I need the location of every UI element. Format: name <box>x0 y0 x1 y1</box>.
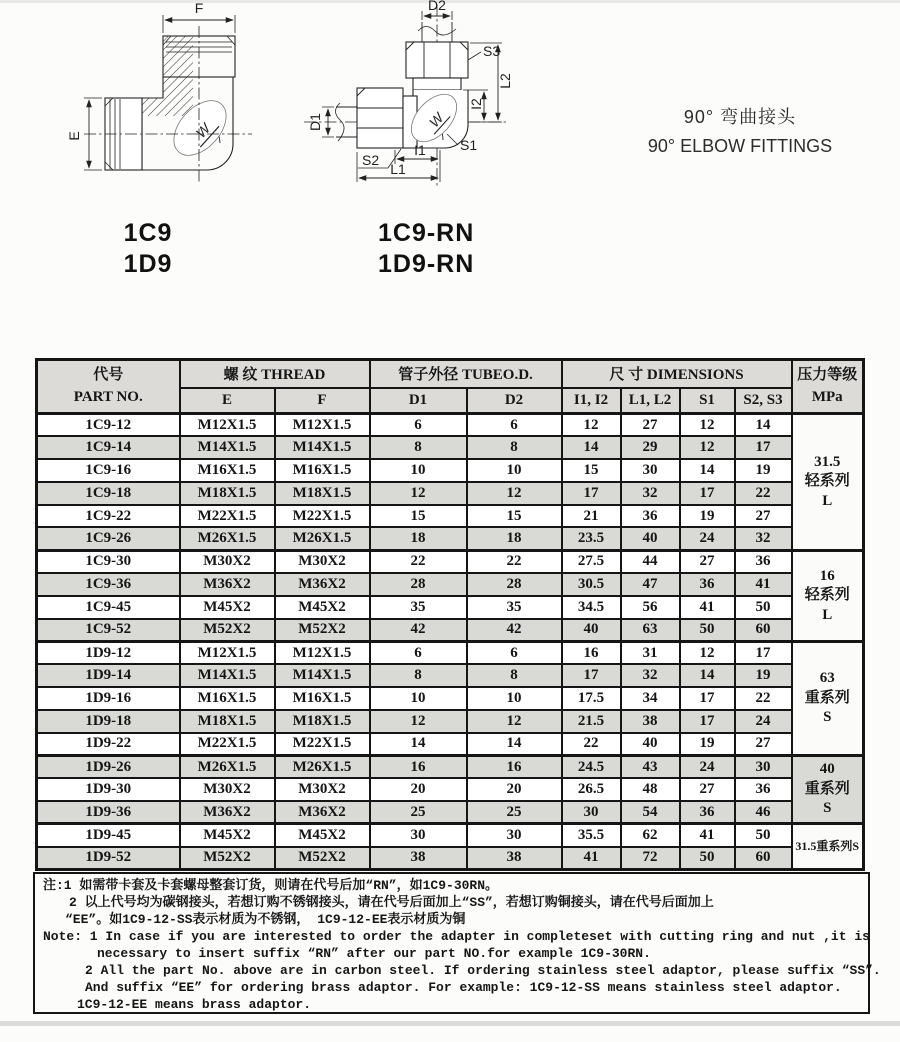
cell-dim-i1-i2: 15 <box>562 459 621 482</box>
cell-thread-f: M18X1.5 <box>275 710 370 733</box>
cell-dim-s1: 24 <box>680 527 735 550</box>
dim-label-l1: L1 <box>390 161 406 177</box>
header-pressure-en: MPa <box>811 388 843 405</box>
cell-dim-i1-i2: 41 <box>562 847 621 870</box>
table-row <box>37 505 864 528</box>
cell-tube-d2: 18 <box>467 527 562 550</box>
cell-dim-s1: 50 <box>680 619 735 642</box>
cell-thread-e: M45X2 <box>180 824 275 847</box>
table-row <box>37 664 864 687</box>
cell-part-no: 1C9-36 <box>37 573 180 596</box>
cell-part-no: 1D9-52 <box>37 847 180 870</box>
cell-dim-l1-l2: 30 <box>621 459 680 482</box>
cell-dim-i1-i2: 21.5 <box>562 710 621 733</box>
header-f: F <box>275 388 370 414</box>
cell-dim-l1-l2: 34 <box>621 687 680 710</box>
note-line: 注:1 如需带卡套及卡套螺母整套订货，则请在代号后加“RN”，如1C9-30RN。 <box>43 878 499 893</box>
cell-dim-l1-l2: 54 <box>621 801 680 824</box>
cell-tube-d1: 28 <box>370 573 467 596</box>
cell-tube-d1: 10 <box>370 687 467 710</box>
pressure-rating-line: S <box>823 800 832 817</box>
cell-tube-d2: 10 <box>467 459 562 482</box>
cell-dim-s2-s3: 22 <box>735 482 792 505</box>
page-bottom-edge <box>0 1021 900 1026</box>
table-row <box>37 733 864 756</box>
cell-dim-l1-l2: 29 <box>621 436 680 459</box>
cell-tube-d1: 22 <box>370 550 467 573</box>
cell-dim-i1-i2: 17.5 <box>562 687 621 710</box>
cell-tube-d2: 30 <box>467 824 562 847</box>
cell-thread-f: M30X2 <box>275 778 370 801</box>
cell-part-no: 1C9-22 <box>37 505 180 528</box>
table-row <box>37 436 864 459</box>
cell-dim-l1-l2: 38 <box>621 710 680 733</box>
pressure-rating-line: 31.5重系列S <box>795 838 860 853</box>
cell-dim-i1-i2: 27.5 <box>562 550 621 573</box>
model-label-1d9: 1D9 <box>123 250 173 278</box>
cell-part-no: 1C9-45 <box>37 596 180 619</box>
cell-dim-s1: 19 <box>680 733 735 756</box>
cell-part-no: 1C9-16 <box>37 459 180 482</box>
table-row <box>37 641 864 664</box>
cell-tube-d2: 8 <box>467 664 562 687</box>
cell-thread-e: M30X2 <box>180 550 275 573</box>
table-row <box>37 687 864 710</box>
cell-thread-f: M52X2 <box>275 847 370 870</box>
pressure-rating-line: S <box>823 709 832 726</box>
header-thread: 螺 纹 THREAD <box>180 360 370 388</box>
cell-dim-i1-i2: 34.5 <box>562 596 621 619</box>
cell-dim-s1: 12 <box>680 641 735 664</box>
table-row <box>37 596 864 619</box>
cell-thread-f: M16X1.5 <box>275 687 370 710</box>
cell-tube-d2: 14 <box>467 733 562 756</box>
cell-dim-l1-l2: 36 <box>621 505 680 528</box>
cell-dim-i1-i2: 30 <box>562 801 621 824</box>
pressure-rating-line: 重系列 <box>804 780 850 797</box>
cell-tube-d1: 10 <box>370 459 467 482</box>
elbow-assembly-drawing <box>300 0 585 205</box>
cell-tube-d2: 25 <box>467 801 562 824</box>
header-d1: D1 <box>370 388 467 414</box>
header-pressure <box>792 360 864 414</box>
cell-tube-d2: 38 <box>467 847 562 870</box>
table-row <box>37 459 864 482</box>
table-row <box>37 414 864 437</box>
cell-part-no: 1D9-45 <box>37 824 180 847</box>
cell-dim-s1: 12 <box>680 436 735 459</box>
notes-box <box>33 872 881 1014</box>
cell-dim-s2-s3: 32 <box>735 527 792 550</box>
cell-dim-s2-s3: 19 <box>735 664 792 687</box>
cell-thread-e: M52X2 <box>180 619 275 642</box>
pressure-rating-line: 31.5 <box>814 453 841 470</box>
header-tube-od: 管子外径 TUBEO.D. <box>370 360 562 388</box>
cell-tube-d2: 42 <box>467 619 562 642</box>
cell-part-no: 1D9-14 <box>37 664 180 687</box>
cell-dim-l1-l2: 40 <box>621 733 680 756</box>
cell-tube-d2: 12 <box>467 710 562 733</box>
cell-dim-i1-i2: 21 <box>562 505 621 528</box>
pressure-rating-cell <box>792 414 864 551</box>
cell-thread-e: M14X1.5 <box>180 664 275 687</box>
pressure-rating-line: 40 <box>819 761 835 778</box>
cell-tube-d2: 10 <box>467 687 562 710</box>
cell-thread-f: M45X2 <box>275 596 370 619</box>
cell-dim-l1-l2: 31 <box>621 641 680 664</box>
dim-label-s1: S1 <box>460 137 478 153</box>
cell-dim-i1-i2: 17 <box>562 482 621 505</box>
cell-dim-i1-i2: 12 <box>562 414 621 437</box>
pressure-rating-line: 轻系列 <box>804 473 850 490</box>
cell-dim-s2-s3: 27 <box>735 505 792 528</box>
cell-tube-d2: 22 <box>467 550 562 573</box>
cell-dim-s2-s3: 60 <box>735 619 792 642</box>
cell-thread-f: M22X1.5 <box>275 505 370 528</box>
cell-dim-s2-s3: 36 <box>735 778 792 801</box>
cell-dim-s1: 41 <box>680 596 735 619</box>
note-line: necessary to insert suffix “RN” after our part NO.for example 1C9-30RN. <box>97 946 651 961</box>
cell-tube-d1: 6 <box>370 641 467 664</box>
note-line: 2 All the part No. above are in carbon steel. If ordering stainless steel adaptor, please suffix “SS”. <box>85 963 881 978</box>
cell-thread-f: M22X1.5 <box>275 733 370 756</box>
cell-tube-d1: 14 <box>370 733 467 756</box>
table-row <box>37 755 864 778</box>
cell-tube-d1: 18 <box>370 527 467 550</box>
title-english: 90° ELBOW FITTINGS <box>647 136 833 156</box>
cell-part-no: 1C9-30 <box>37 550 180 573</box>
cell-tube-d1: 8 <box>370 436 467 459</box>
pressure-rating-line: 轻系列 <box>804 587 850 604</box>
model-label-1d9-rn: 1D9-RN <box>378 250 475 278</box>
cell-thread-e: M12X1.5 <box>180 414 275 437</box>
cell-dim-s1: 17 <box>680 710 735 733</box>
page-title-block <box>590 103 890 157</box>
cell-thread-e: M26X1.5 <box>180 527 275 550</box>
cell-dim-i1-i2: 24.5 <box>562 755 621 778</box>
cell-dim-s1: 36 <box>680 801 735 824</box>
dim-label-d2: D2 <box>428 0 446 13</box>
logo-letter: W <box>192 120 214 141</box>
cell-dim-s1: 14 <box>680 664 735 687</box>
table-row <box>37 482 864 505</box>
cell-dim-l1-l2: 47 <box>621 573 680 596</box>
cell-thread-e: M12X1.5 <box>180 641 275 664</box>
pressure-rating-line: 16 <box>819 567 835 584</box>
cell-tube-d1: 25 <box>370 801 467 824</box>
cell-tube-d2: 8 <box>467 436 562 459</box>
cell-thread-f: M16X1.5 <box>275 459 370 482</box>
pressure-rating-cell <box>792 641 864 755</box>
cell-dim-s1: 41 <box>680 824 735 847</box>
pressure-rating-cell <box>792 824 864 870</box>
cell-dim-s2-s3: 17 <box>735 641 792 664</box>
cell-dim-s2-s3: 60 <box>735 847 792 870</box>
cell-part-no: 1C9-26 <box>37 527 180 550</box>
cell-dim-i1-i2: 40 <box>562 619 621 642</box>
header-pressure-cn: 压力等级 <box>797 366 858 383</box>
note-line: 1C9-12-EE means brass adaptor. <box>77 997 312 1012</box>
cell-dim-s1: 36 <box>680 573 735 596</box>
cell-part-no: 1D9-12 <box>37 641 180 664</box>
header-part-cn: 代号 <box>93 366 124 383</box>
note-line: Note: 1 In case if you are interested to order the adapter in completeset with cutting ring and nut ,it is <box>43 929 870 944</box>
cell-dim-s2-s3: 19 <box>735 459 792 482</box>
cell-part-no: 1D9-16 <box>37 687 180 710</box>
cell-dim-s2-s3: 22 <box>735 687 792 710</box>
cell-thread-f: M36X2 <box>275 573 370 596</box>
cell-dim-s1: 50 <box>680 847 735 870</box>
dim-label-e: E <box>66 131 82 141</box>
dim-label-f: F <box>194 0 204 16</box>
cell-dim-l1-l2: 40 <box>621 527 680 550</box>
cell-thread-e: M14X1.5 <box>180 436 275 459</box>
cell-tube-d1: 12 <box>370 482 467 505</box>
cell-dim-l1-l2: 32 <box>621 664 680 687</box>
table-row <box>37 824 864 847</box>
cell-thread-e: M16X1.5 <box>180 687 275 710</box>
model-label-1c9: 1C9 <box>123 219 173 247</box>
cell-tube-d2: 35 <box>467 596 562 619</box>
model-label-1c9-rn: 1C9-RN <box>378 219 475 247</box>
cell-dim-s2-s3: 17 <box>735 436 792 459</box>
cell-thread-e: M22X1.5 <box>180 505 275 528</box>
cell-tube-d2: 12 <box>467 482 562 505</box>
header-s1: S1 <box>680 388 735 414</box>
cell-tube-d2: 16 <box>467 755 562 778</box>
cell-dim-i1-i2: 26.5 <box>562 778 621 801</box>
cell-tube-d1: 42 <box>370 619 467 642</box>
cell-dim-s2-s3: 30 <box>735 755 792 778</box>
cell-dim-l1-l2: 27 <box>621 414 680 437</box>
cell-tube-d1: 20 <box>370 778 467 801</box>
pressure-rating-line: 63 <box>819 670 835 687</box>
cell-thread-e: M45X2 <box>180 596 275 619</box>
cell-thread-e: M16X1.5 <box>180 459 275 482</box>
dim-label-l2: L2 <box>497 73 513 89</box>
dim-label-d1: D1 <box>307 113 323 131</box>
cell-thread-f: M52X2 <box>275 619 370 642</box>
cell-dim-l1-l2: 56 <box>621 596 680 619</box>
cell-dim-s2-s3: 50 <box>735 596 792 619</box>
cell-thread-f: M12X1.5 <box>275 414 370 437</box>
cell-tube-d2: 6 <box>467 414 562 437</box>
pressure-rating-line: L <box>822 606 833 623</box>
cell-dim-l1-l2: 72 <box>621 847 680 870</box>
pressure-rating-cell <box>792 755 864 823</box>
cell-dim-s2-s3: 27 <box>735 733 792 756</box>
cell-part-no: 1C9-12 <box>37 414 180 437</box>
cell-tube-d1: 16 <box>370 755 467 778</box>
cell-part-no: 1D9-30 <box>37 778 180 801</box>
cell-part-no: 1C9-18 <box>37 482 180 505</box>
cell-thread-f: M14X1.5 <box>275 436 370 459</box>
dim-label-i2: I2 <box>468 98 484 110</box>
cell-thread-f: M26X1.5 <box>275 755 370 778</box>
pressure-rating-line: L <box>822 492 833 509</box>
cell-thread-f: M36X2 <box>275 801 370 824</box>
cell-thread-e: M36X2 <box>180 573 275 596</box>
note-line: “EE”。如1C9-12-SS表示材质为不锈钢， 1C9-12-EE表示材质为铜 <box>65 912 466 927</box>
fittings-spec-table <box>35 358 865 871</box>
cell-dim-s1: 19 <box>680 505 735 528</box>
cell-dim-l1-l2: 44 <box>621 550 680 573</box>
cell-dim-l1-l2: 32 <box>621 482 680 505</box>
cell-dim-s1: 27 <box>680 550 735 573</box>
cell-dim-i1-i2: 22 <box>562 733 621 756</box>
header-l1-l2: L1, L2 <box>621 388 680 414</box>
section-hatch <box>142 36 193 116</box>
cell-thread-e: M26X1.5 <box>180 755 275 778</box>
cell-part-no: 1D9-18 <box>37 710 180 733</box>
header-i1-i2: I1, I2 <box>562 388 621 414</box>
note-line: 2 以上代号均为碳钢接头，若想订购不锈钢接头，请在代号后面加上“SS”，若想订购铜接头，请在代号后面加上 <box>69 895 714 910</box>
cell-dim-i1-i2: 14 <box>562 436 621 459</box>
cell-dim-s2-s3: 46 <box>735 801 792 824</box>
header-part-no <box>37 360 180 414</box>
cell-tube-d1: 6 <box>370 414 467 437</box>
cell-dim-s1: 17 <box>680 482 735 505</box>
table-row <box>37 550 864 573</box>
cell-dim-l1-l2: 48 <box>621 778 680 801</box>
cell-dim-s1: 17 <box>680 687 735 710</box>
cell-thread-e: M52X2 <box>180 847 275 870</box>
dim-label-s3: S3 <box>483 43 501 59</box>
cell-dim-s2-s3: 14 <box>735 414 792 437</box>
cell-tube-d2: 15 <box>467 505 562 528</box>
cell-tube-d1: 12 <box>370 710 467 733</box>
cell-dim-i1-i2: 17 <box>562 664 621 687</box>
cell-thread-f: M45X2 <box>275 824 370 847</box>
cell-thread-f: M18X1.5 <box>275 482 370 505</box>
cell-part-no: 1D9-22 <box>37 733 180 756</box>
cell-dim-i1-i2: 30.5 <box>562 573 621 596</box>
elbow-body-drawing <box>60 0 310 205</box>
table-row <box>37 573 864 596</box>
pressure-rating-line: 重系列 <box>804 689 850 706</box>
cell-dim-s2-s3: 50 <box>735 824 792 847</box>
cell-tube-d2: 28 <box>467 573 562 596</box>
pressure-rating-cell <box>792 550 864 641</box>
header-dimensions: 尺 寸 DIMENSIONS <box>562 360 792 388</box>
cell-thread-e: M30X2 <box>180 778 275 801</box>
cell-dim-s1: 27 <box>680 778 735 801</box>
cell-dim-s2-s3: 24 <box>735 710 792 733</box>
cell-tube-d1: 30 <box>370 824 467 847</box>
cell-thread-f: M30X2 <box>275 550 370 573</box>
cell-dim-s2-s3: 36 <box>735 550 792 573</box>
header-e: E <box>180 388 275 414</box>
cell-thread-f: M14X1.5 <box>275 664 370 687</box>
cell-tube-d1: 15 <box>370 505 467 528</box>
note-line: And suffix “EE” for ordering brass adaptor. For example: 1C9-12-SS means stainless steel adaptor. <box>85 980 842 995</box>
table-row <box>37 527 864 550</box>
cell-tube-d1: 35 <box>370 596 467 619</box>
cell-part-no: 1D9-36 <box>37 801 180 824</box>
dim-label-s2: S2 <box>362 152 380 168</box>
logo-letter-2: W <box>425 109 447 131</box>
cell-thread-e: M18X1.5 <box>180 710 275 733</box>
cell-dim-i1-i2: 23.5 <box>562 527 621 550</box>
table-row <box>37 847 864 870</box>
cell-dim-i1-i2: 16 <box>562 641 621 664</box>
cell-thread-e: M36X2 <box>180 801 275 824</box>
cell-thread-e: M18X1.5 <box>180 482 275 505</box>
cell-part-no: 1C9-14 <box>37 436 180 459</box>
cell-dim-s2-s3: 41 <box>735 573 792 596</box>
cell-dim-l1-l2: 63 <box>621 619 680 642</box>
table-row <box>37 778 864 801</box>
cell-tube-d2: 6 <box>467 641 562 664</box>
cell-part-no: 1C9-52 <box>37 619 180 642</box>
table-row <box>37 619 864 642</box>
cell-tube-d2: 20 <box>467 778 562 801</box>
table-row <box>37 710 864 733</box>
dim-label-i1: I1 <box>414 142 426 158</box>
cell-dim-l1-l2: 62 <box>621 824 680 847</box>
cell-thread-f: M26X1.5 <box>275 527 370 550</box>
title-chinese: 90° 弯曲接头 <box>683 107 797 127</box>
header-d2: D2 <box>467 388 562 414</box>
table-row <box>37 801 864 824</box>
cell-thread-f: M12X1.5 <box>275 641 370 664</box>
cell-thread-e: M22X1.5 <box>180 733 275 756</box>
cell-dim-i1-i2: 35.5 <box>562 824 621 847</box>
cell-tube-d1: 38 <box>370 847 467 870</box>
cell-dim-s1: 14 <box>680 459 735 482</box>
header-part-en: PART NO. <box>73 388 143 405</box>
cell-part-no: 1D9-26 <box>37 755 180 778</box>
header-s2-s3: S2, S3 <box>735 388 792 414</box>
cell-dim-l1-l2: 43 <box>621 755 680 778</box>
cell-tube-d1: 8 <box>370 664 467 687</box>
cell-dim-s1: 24 <box>680 755 735 778</box>
cell-dim-s1: 12 <box>680 414 735 437</box>
